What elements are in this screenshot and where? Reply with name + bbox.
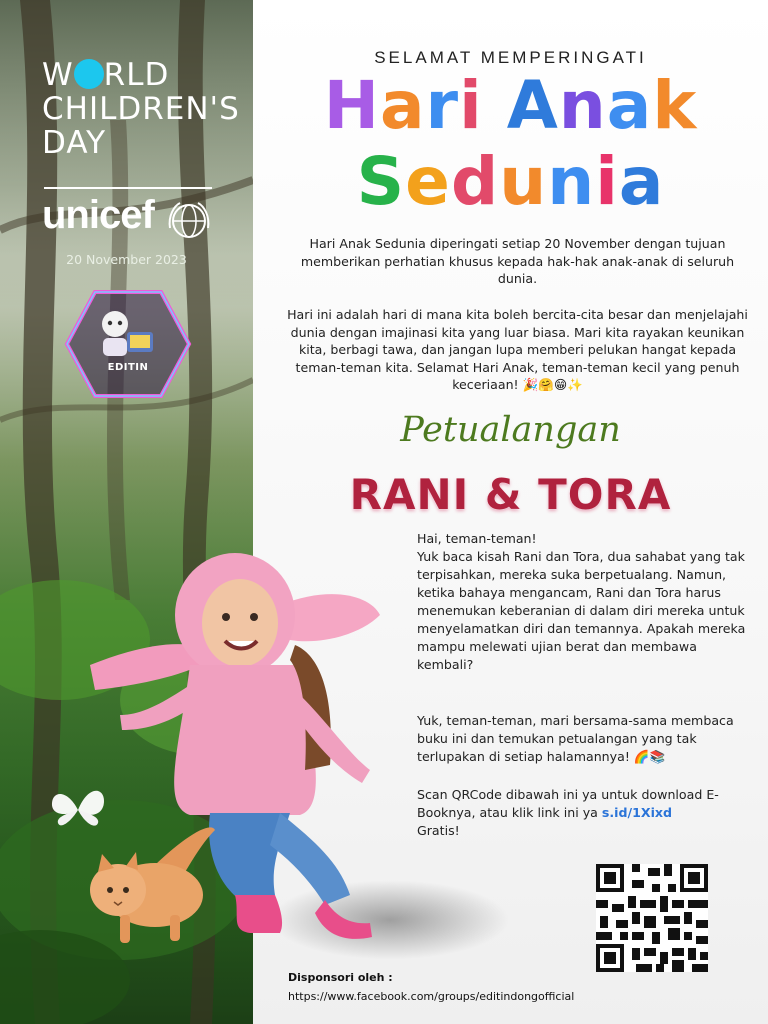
world-childrens-day-logo [42,58,240,160]
story-paragraph-2: Yuk, teman-teman, mari bersama-sama membaca buku ini dan temukan petualangan yang tak terlupakan di setiap halamannya! 🌈📚 [417,713,734,764]
title-hari-anak [253,66,768,146]
title-letter: i [595,143,619,220]
logo-letters-rld: RLD [103,57,170,93]
kicker-text: SELAMAT MEMPERINGATI [374,48,647,67]
badge-label: EDITIN [107,362,149,373]
logo-line-day: DAY [42,125,107,161]
logo-line-childrens: CHILDREN'S [42,91,240,127]
logo-dot-icon [74,59,104,89]
title-letter: r [425,67,460,144]
title-letter: d [450,143,500,220]
intro-paragraph-1: Hari Anak Sedunia diperingati setiap 20 November dengan tujuan memberikan perhatian khusus kepada hak-hak anak-anak di seluruh dunia. [300,236,735,286]
logo-divider [44,187,212,189]
qr-code-icon [596,864,708,972]
title-letter: i [459,67,483,144]
logo-letter-w: W [42,57,74,93]
title-sedunia [253,142,768,222]
story-paragraph-3 [417,786,747,840]
title-letter: S [356,143,406,220]
editin-badge-icon [63,288,193,400]
intro-paragraph-2: Hari ini adalah hari di mana kita boleh bercita-cita besar dan menjelajahi dunia dengan imajinasi kita yang luar biasa. Mari kita rayakan keunikan kita, berbagi tawa, dan jangan lupa memberi pelukan hangat kepada teman-teman kita. Selamat Hari Anak, teman-teman kecil yang penuh keceriaan! 🎉🤗😁✨ [287,307,748,392]
title-letter: a [618,143,665,220]
download-instruction: Scan QRCode dibawah ini ya untuk download E-Booknya, atau klik link ini ya [417,787,719,820]
title-letter: u [499,143,548,220]
free-label: Gratis! [417,823,460,838]
book-title: RANI & TORA [349,470,672,519]
qr-code[interactable] [596,864,708,972]
book-subtitle: Petualangan [400,410,621,450]
ebook-link[interactable]: s.id/1Xixd [601,805,673,820]
title-letter: k [652,67,698,144]
sponsor-url[interactable]: https://www.facebook.com/groups/editindongofficial [288,990,575,1003]
unicef-wordmark: unicef [42,193,154,237]
title-letter: n [558,67,607,144]
sponsor-label: Disponsori oleh : [288,971,393,984]
story-paragraph-1: Hai, teman-teman! Yuk baca kisah Rani dan Tora, dua sahabat yang tak terpisahkan, mereka suka berpetualang. Namun, ketika bahaya mengancam, Rani dan Tora harus menemukan keberanian di dalam diri mereka untuk menyelamatkan diri dan temannya. Apakah mereka mampu melewati ujian berat dan membawa kembali? [417,531,746,672]
title-letter: a [606,67,653,144]
title-letter: n [547,143,596,220]
title-letter: e [405,143,451,220]
title-letter: A [506,67,559,144]
event-date: 20 November 2023 [66,252,187,267]
unicef-globe-icon [166,198,212,244]
butterfly-icon [48,785,108,835]
title-letter: a [379,67,426,144]
title-space [483,67,507,144]
title-letter: H [323,67,380,144]
